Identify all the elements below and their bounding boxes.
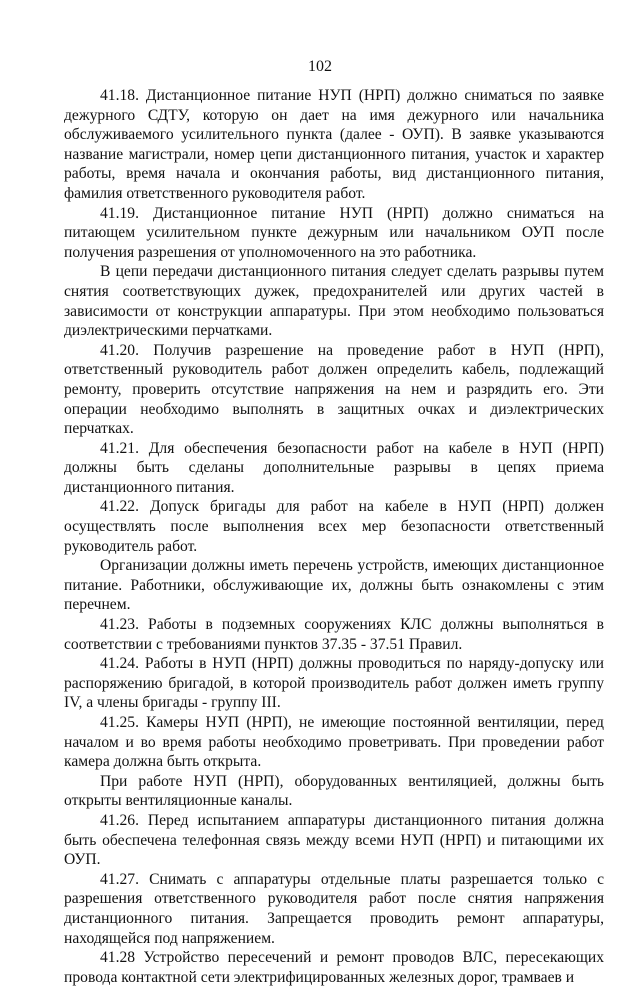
paragraph-41-26: 41.26. Перед испытанием аппаратуры дистанционного питания должна быть обеспечена телефонная связь между всеми НУП (НРП) и питающими их ОУП.: [64, 811, 604, 869]
paragraph-41-20: 41.20. Получив разрешение на проведение работ в НУП (НРП), ответственный руководитель работ должен определить кабель, подлежащий ремонту, проверить отсутствие напряжения на нем и разрядить его. Эти операции необходимо выполнять в защитных очках и диэлектрических перчатках.: [64, 341, 604, 438]
paragraph-41-28: 41.28 Устройство пересечений и ремонт проводов ВЛС, пересекающих провода контактной сети электрифицированных железных дорог, трамваев и: [64, 949, 604, 986]
paragraph-41-25: 41.25. Камеры НУП (НРП), не имеющие постоянной вентиляции, перед началом и во время работы необходимо проветривать. При проведении работ камера должна быть открыта.: [64, 714, 604, 771]
page-number: 102: [308, 58, 332, 75]
paragraph-41-27: 41.27. Снимать с аппаратуры отдельные платы разрешается только с разрешения ответственного руководителя работ после снятия напряжения дистанционного питания. Запрещается проводить ремонт аппаратуры, находящейся под напряжением.: [64, 870, 604, 947]
paragraph-41-22: 41.22. Допуск бригады для работ на кабеле в НУП (НРП) должен осуществлять после выполнения всех мер безопасности ответственный руководитель работ.: [64, 498, 604, 555]
document-body: [64, 86, 604, 987]
paragraph-41-18: 41.18. Дистанционное питание НУП (НРП) должно сниматься по заявке дежурного СДТУ, которую он дает на имя дежурного или начальника обслуживаемого усилительного пункта (далее - ОУП). В заявке указываются название магистрали, номер цепи дистанционного питания, участок и характер работы, время начала и окончания работы, вид дистанционного питания, фамилия ответственного руководителя работ.: [64, 87, 604, 202]
paragraph-41-25-cont: При работе НУП (НРП), оборудованных вентиляцией, должны быть открыты вентиляционные каналы.: [64, 772, 604, 810]
paragraph-41-24: 41.24. Работы в НУП (НРП) должны проводиться по наряду-допуску или распоряжению бригадой, в которой производитель работ должен иметь группу IV, а члены бригады - группу III.: [64, 655, 604, 712]
paragraph-41-19-cont: В цепи передачи дистанционного питания следует сделать разрывы путем снятия соответствующих дужек, предохранителей или других частей в зависимости от конструкции аппаратуры. При этом необходимо пользоваться диэлектрическими перчатками.: [64, 263, 604, 340]
paragraph-41-21: 41.21. Для обеспечения безопасности работ на кабеле в НУП (НРП) должны быть сделаны дополнительные разрывы в цепях приема дистанционного питания.: [64, 439, 604, 496]
paragraph-41-19: 41.19. Дистанционное питание НУП (НРП) должно сниматься на питающем усилительном пункте дежурным или начальником ОУП после получения разрешения от уполномоченного на это работника.: [64, 204, 604, 261]
paragraph-41-23: 41.23. Работы в подземных сооружениях КЛС должны выполняться в соответствии с требованиями пунктов 37.35 - 37.51 Правил.: [64, 616, 604, 653]
paragraph-41-22-cont: Организации должны иметь перечень устройств, имеющих дистанционное питание. Работники, обслуживающие их, должны быть ознакомлены с этим перечнем.: [64, 557, 604, 614]
